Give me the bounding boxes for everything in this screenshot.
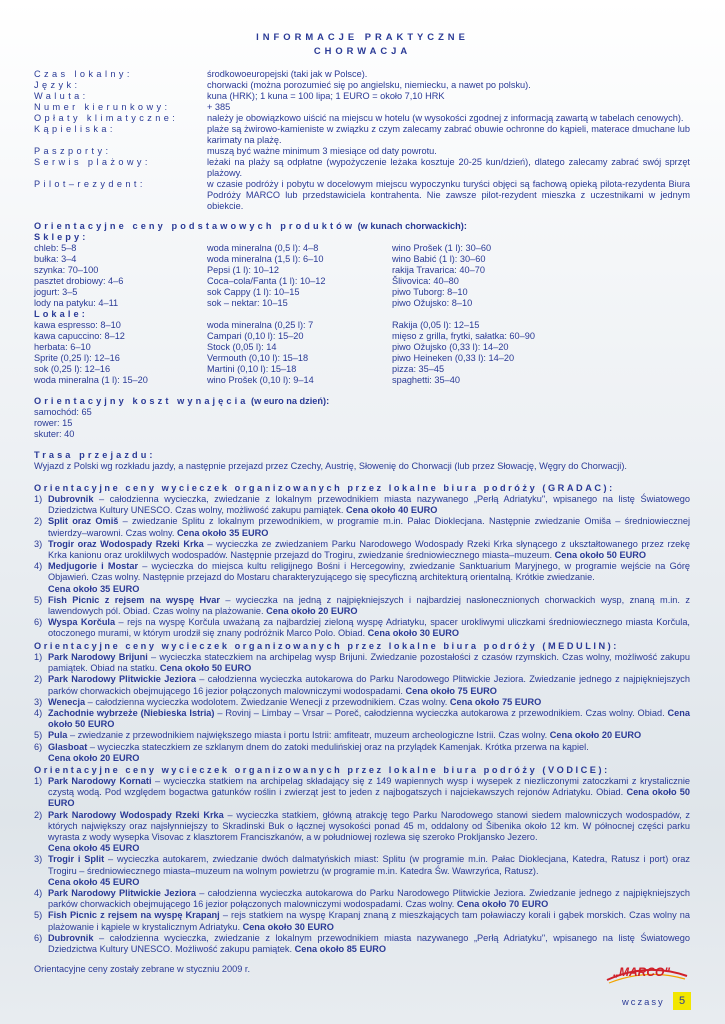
logo-text: „MARCO" [613,965,671,979]
vodice-list [34,776,690,955]
price-cell: woda mineralna (0,25 l): 7 [207,320,314,330]
price-cell: sok (0,25 l): 12–16 [34,364,111,374]
item-price: Cena około 50 EURO [554,550,646,561]
list-item [34,910,690,932]
item-number: 3) [34,538,43,549]
price-cell: Pepsi (1 l): 10–12 [207,265,280,275]
list-item [34,854,690,888]
item-number: 4) [34,888,43,899]
item-name: Park Narodowy Wodospady Rzeki Krka [48,809,224,820]
price-cell: szynka: 70–100 [34,265,99,275]
item-number: 6) [34,617,43,628]
item-name: Zachodnie wybrzeże (Niebieska Istria) [48,708,215,719]
price-cell: spaghetti: 35–40 [392,375,460,385]
list-item [34,516,690,538]
collection-note: Orientacyjne ceny zostały zebrane w styczniu 2009 r. [34,964,251,974]
list-item [34,697,690,708]
price-cell: woda mineralna (1 l): 15–20 [34,375,148,385]
price-cell: Šlivovica: 40–80 [392,276,459,286]
bars-heading: Lokale: [34,309,88,319]
price-cell: sok – nektar: 10–15 [207,298,288,308]
price-cell: Rakija (0,05 l): 12–15 [392,320,480,330]
item-number: 5) [34,910,43,921]
price-cell: piwo Heineken (0,33 l): 14–20 [392,353,515,363]
info-label: Czas lokalny: [34,69,133,79]
item-number: 5) [34,730,43,741]
info-label: Opłaty klimatyczne: [34,113,179,123]
item-price: Cena około 20 EURO [266,606,358,617]
item-price: Cena około 75 EURO [449,696,542,707]
price-cell: piwo Ožujsko (0,33 l): 14–20 [392,342,509,352]
price-cell: Sprite (0,25 l): 12–16 [34,353,120,363]
item-text: – wycieczka stateczkiem na archipelag wysp Brijuni. Zwiedzanie pozostałości z czasów rzymskich. Czas wolny, możliwość zakupu pamiątek. Obiad na statku. [48,652,690,674]
price-cell: sok Cappy (1 l): 10–15 [207,287,300,297]
info-value: chorwacki (można porozumieć się po angielsku, niemiecku, a nawet po polsku). [207,80,531,90]
item-name: Dubrovnik [48,494,94,504]
price-cell: kawa capuccino: 8–12 [34,331,125,341]
item-name: Park Narodowy Brijuni [48,652,148,662]
price-cell: Vermouth (0,10 l): 15–18 [207,353,309,363]
info-label: Pilot–rezydent: [34,179,146,189]
info-value: środkowoeuropejski (taki jak w Polsce). [207,69,368,79]
item-number: 2) [34,674,43,685]
item-name: Split oraz Omiš [48,516,119,527]
item-text: – Rovinj – Limbay – Vrsar – Poreč, całodzienna wycieczka autokarowa z przewodnikiem. Czas wolny. Obiad. [214,708,665,719]
rental-item: samochód: 65 [34,407,92,417]
shops-heading: Sklepy: [34,232,89,242]
price-cell: piwo Tuborg: 8–10 [392,287,468,297]
list-item [34,652,690,674]
list-item [34,539,690,561]
item-price: Cena około 20 EURO [549,730,642,741]
price-cell: wino Prošek (1 l): 30–60 [392,243,492,253]
price-cell: pizza: 35–45 [392,364,445,374]
info-label: Język: [34,80,81,90]
item-number: 1) [34,652,43,662]
item-text: – wycieczka stateczkiem ze szklanym dnem do zatoki medulińskiej oraz na przylądek Kamenjak. Krótka przerwa na kąpiel. [87,741,589,752]
item-text: – zwiedzanie Splitu z lokalnym przewodnikiem, w programie m.in. Pałac Dioklecjana. Następnie zwiedzanie Omiša – średniowiecznej twierdzy–warowni. Czas wolny. [48,516,690,538]
price-cell: Stock (0,05 l): 14 [207,342,277,352]
info-value: + 385 [207,102,231,112]
price-cell: mięso z grilla, frytki, sałatka: 60–90 [392,331,535,341]
info-label: Serwis plażowy: [34,157,151,167]
item-number: 3) [34,854,43,865]
item-price: Cena około 30 EURO [367,628,460,639]
prices-heading: Orientacyjne ceny podstawowych produktów [34,221,356,231]
item-number: 2) [34,809,43,820]
item-number: 6) [34,741,43,752]
list-item [34,933,690,955]
rental-item: rower: 15 [34,418,73,428]
item-text: – wycieczka autokarem, zwiedzanie dwóch dalmatyńskich miast: Splitu (w programie m.in. Pałac Dioklecjana, Katedra, Ratusz i port) oraz Trogiru – średniowiecznego miasta–muzeum na wolnym powietrzu (w programie m.in. Katedra Św. Wawrzyńca, Ratusz). [48,854,690,876]
item-text: – całodzienna wycieczka autokarowa do Parku Narodowego Plitwickie Jeziora. Zwiedzanie jednego z najpiękniejszych parków chorwackich obejmującego 16 jezior połączonych malowniczymi wodospadami. [48,674,690,696]
info-value: muszą być ważne minimum 3 miesiące od daty powrotu. [207,146,437,156]
item-price: Cena około 45 EURO [48,843,140,854]
item-number: 4) [34,708,43,719]
price-cell: Martini (0,10 l): 15–18 [207,364,297,374]
item-name: Fish Picnic z rejsem na wyspę Krapanj [48,910,220,921]
price-cell: bułka: 3–4 [34,254,77,264]
item-price: Cena około 50 EURO [48,787,690,809]
info-value: należy je obowiązkowo uiścić na miejscu w hotelu (w wysokości zgodnej z informacją zawartą w tabelach cenowych). [207,113,684,123]
item-text: – wycieczka ze zwiedzaniem Parku Narodowego Wodospady Rzeki Krka słynącego z ukształtowanego przez rzekę Krka kanionu oraz uroklilwych wodospadów. Następnie przejazd do Trogiru, zwiedzanie średniowiecznego miasta–muzeum. [48,538,690,561]
item-text: – wycieczka statkiem, główną atrakcję tego Parku Narodowego stanowi siedem malowniczych wodospadów, z których największy oraz najsłynniejszy to Skradinski Buk o łącznej wysokości ponad 45 m, oddalony od Šibenika około 12 km. W północnej części parku wyrasta z wody wysepka Visovac z klasztorem Franciszkanów, a w południowej rozlewa się szeroko Prokljansko Jezero. [48,809,690,843]
price-cell: jogurt: 3–5 [34,287,78,297]
info-value: w czasie podróży i pobytu w docelowym miejscu wypoczynku turyści objęci są fachową opieką pilota-rezydenta Biura Podróży MARCO lub przedstawiciela kontrahenta. Nie zawsze pilot-rezydent mieszka z uczestnikami w jednym obiekcie. [207,179,690,212]
price-cell: pasztet drobiowy: 4–6 [34,276,124,286]
price-cell: herbata: 6–10 [34,342,91,352]
list-item [34,494,690,516]
marco-logo [603,964,691,986]
item-text: – wycieczka statkiem na archipelag składający się z 149 wapiennych wysp i wysepek z niezliczonymi zatoczkami z krystalicznie czystą wodą. Pod względem bogactwa gatunków roślin i zwierząt jest to jeden z najbogatszych i najciekawszych rejonów Adriatyku. Obiad. [48,776,690,798]
item-price: Cena około 35 EURO [177,527,269,538]
gradac-list [34,494,690,640]
info-label: Paszporty: [34,146,112,156]
item-name: Park Narodowy Kornati [48,776,152,786]
item-number: 1) [34,494,43,504]
item-price: Cena około 20 EURO [48,752,140,763]
item-text: – zwiedzanie z przewodnikiem największego miasta i portu Istrii: amfiteatr, muzeum archeologiczne Istrii. Czas wolny. [67,730,548,741]
rental-heading-row [34,396,690,407]
page-subtitle: CHORWACJA [313,45,412,56]
item-name: Dubrovnik [48,932,94,943]
list-item [34,595,690,617]
list-item [34,742,690,764]
item-price: Cena około 75 EURO [405,685,497,696]
page-title: INFORMACJE PRAKTYCZNE [256,31,469,42]
item-text: – wycieczka na jedną z najpiękniejszych i najbardziej nasłonecznionych chorwackich wysp, znaną m.in. z lawendowych pól. Obiad. Czas wolny na plażowanie. [48,594,690,617]
route-heading: Trasa przejazdu: [34,450,156,460]
item-name: Fish Picnic z rejsem na wyspę Hvar [48,594,220,605]
medulin-list [34,652,690,764]
item-text: – wycieczka do miejsca kultu religijnego Bośni i Hercegowiny, zwiedzanie Sanktuarium Maryjnego, w programie wejście na Górę Objawień. Czas wolny. Następnie przejazd do Mostaru charakteryzującego się specyficzną architekturą orientalną. Krótkie zwiedzanie. [48,561,691,583]
info-value: leżaki na plaży są odpłatne (wypożyczenie leżaka kosztuje 20-25 kun/dzień), dlatego zalecamy zabrać swój sprzęt plażowy. [207,157,690,179]
item-text: – całodzienna wycieczka, zwiedzanie z lokalnym przewodnikiem miasta nazywanego „Perłą Adriatyku", wpisanego na listę Światowego Dziedzictwa Kultury UNESCO. Czas wolny, możliwość zakupu pamiątek. [48,494,690,516]
prices-heading-row [34,221,690,232]
item-name: Pula [48,730,68,741]
item-name: Glasboat [48,741,88,752]
item-text: – całodzienna wycieczka, zwiedzanie z lokalnym przewodnikiem miasta nazywanego „Perłą Adriatyku", wpisanego na listę Światowego Dziedzictwa Kultury UNESCO. Możliwość zakupu pamiątek. [48,932,690,955]
info-label: Kąpieliska: [34,124,116,134]
page-number: 5 [673,992,691,1010]
prices-heading-note: (w kunach chorwackich): [357,221,467,231]
price-cell: Coca–cola/Fanta (1 l): 10–12 [207,276,326,286]
price-cell: rakija Travarica: 40–70 [392,265,485,275]
item-price: Cena około 45 EURO [48,876,140,887]
price-cell: chleb: 5–8 [34,243,77,253]
price-cell: wino Prošek (0,10 l): 9–14 [207,375,314,385]
item-number: 3) [34,696,43,707]
item-price: Cena około 50 EURO [159,663,252,674]
route-text: Wyjazd z Polski wg rozkładu jazdy, a następnie przejazd przez Czechy, Austrię, Słowenię do Chorwacji (lub przez Słowację, Węgry do Chorwacji). [34,461,627,471]
price-cell: wino Babić (1 l): 30–60 [392,254,486,264]
item-number: 1) [34,776,43,786]
brand-label: wczasy [622,996,665,1007]
list-item [34,674,690,696]
list-item [34,810,690,855]
list-item [34,561,690,595]
info-label: Waluta: [34,91,89,101]
rental-heading: Orientacyjny koszt wynajęcia [34,396,249,406]
info-label: Numer kierunkowy: [34,102,171,112]
item-name: Wyspa Korčula [48,617,116,628]
item-price: Cena około 30 EURO [242,921,334,932]
rental-item: skuter: 40 [34,429,75,439]
item-text: – całodzienna wycieczka autokarowa do Parku Narodowego Plitwickie Jeziora. Zwiedzanie jednego z najpiękniejszych parków chorwackich obejmującego 16 jezior połączonych malowniczymi wodospadami. Czas wolny. [48,888,690,910]
price-cell: lody na patyku: 4–11 [34,298,119,308]
item-price: Cena około 35 EURO [48,583,140,594]
item-name: Park Narodowy Plitwickie Jeziora [48,674,196,685]
price-cell: Campari (0,10 l): 15–20 [207,331,304,341]
info-value: kuna (HRK); 1 kuna = 100 lipa; 1 EURO = około 7,10 HRK [207,91,445,101]
price-cell: kawa espresso: 8–10 [34,320,121,330]
item-name: Wenecja [48,696,86,707]
list-item [34,617,690,639]
item-number: 5) [34,594,43,605]
item-name: Park Narodowy Plitwickie Jeziora [48,888,196,899]
page-footer [622,992,692,1010]
list-item [34,888,690,910]
price-cell: woda mineralna (0,5 l): 4–8 [207,243,319,253]
item-name: Trogir oraz Wodospady Rzeki Krka [48,538,204,549]
rental-heading-note: (w euro na dzień): [251,396,330,406]
item-name: Trogir i Split [48,854,105,865]
item-price: Cena około 70 EURO [456,899,549,910]
item-number: 4) [34,561,43,572]
medulin-heading: Orientacyjne ceny wycieczek organizowanych przez lokalne biura podróży (MEDULIN): [34,641,619,651]
item-text: – całodzienna wycieczka wodolotem. Zwiedzanie Wenecji z przewodnikiem. Czas wolny. [85,696,448,707]
item-price: Cena około 50 EURO [48,708,690,730]
list-item [34,776,690,810]
item-price: Cena około 40 EURO [346,505,438,516]
item-number: 6) [34,932,43,943]
vodice-heading: Orientacyjne ceny wycieczek organizowanych przez lokalne biura podróży (VODICE): [34,765,610,775]
item-name: Medjugorie i Mostar [48,561,139,572]
item-text: – rejs statkiem na wyspę Krapanj znaną z mieszkających tam poławiaczy korali i gąbek morskich. Czas wolny na plażowanie i kąpiele w krystalicznym Adriatyku. [48,910,690,932]
list-item [34,708,690,730]
item-text: – rejs na wyspę Korčula uważaną za najbardziej zieloną wyspę Adriatyku, spacer urokliwymi uliczkami średniowiecznego miasta Korčula, otoczonego murami, w którym urodził się znany podróżnik Marco Polo. Obiad. [48,617,690,639]
gradac-heading: Orientacyjne ceny wycieczek organizowanych przez lokalne biura podróży (GRADAC): [34,483,615,493]
list-item [34,730,690,741]
price-cell: piwo Ožujsko: 8–10 [392,298,473,308]
price-cell: woda mineralna (1,5 l): 6–10 [207,254,324,264]
item-number: 2) [34,516,43,527]
item-price: Cena około 85 EURO [294,944,387,955]
info-value: plaże są żwirowo-kamieniste w związku z czym zalecamy zabrać obuwie ochronne do kąpieli, materace dmuchane lub karimaty na plażę. [207,124,690,146]
